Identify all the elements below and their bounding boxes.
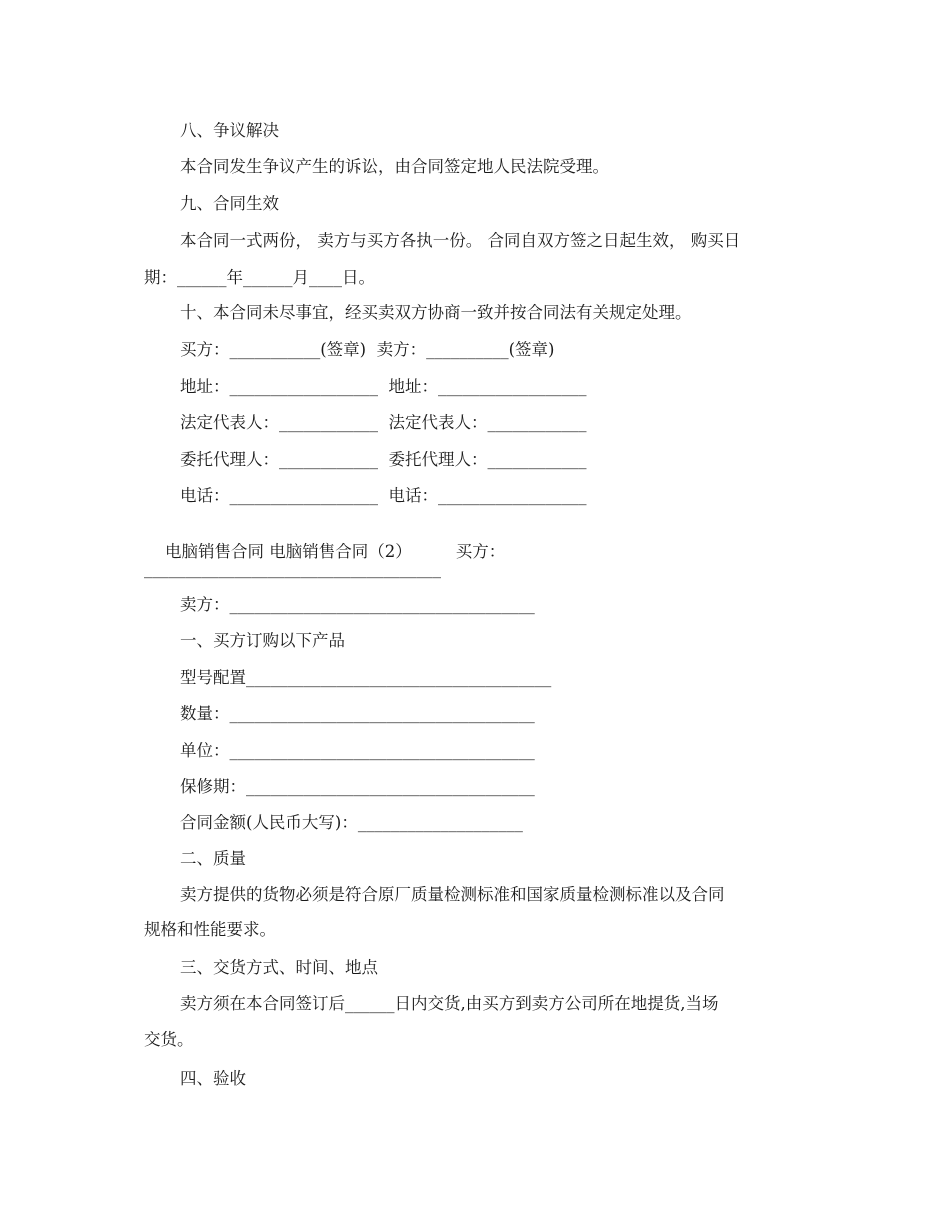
unit-line: 单位：_____________________________________ bbox=[180, 741, 535, 760]
section-8-heading: 八、争议解决 bbox=[180, 121, 279, 140]
buyer-blank: ____________________________________ bbox=[144, 559, 441, 578]
agent-line: 委托代理人：____________ 委托代理人：____________ bbox=[180, 450, 587, 469]
section-4-heading: 四、验收 bbox=[180, 1069, 246, 1088]
section-1-heading: 一、买方订购以下产品 bbox=[180, 631, 345, 650]
section-2-text: 卖方提供的货物必须是符合原厂质量检测标准和国家质量检测标准以及合同 bbox=[180, 885, 725, 904]
section-3-heading: 三、交货方式、时间、地点 bbox=[180, 958, 378, 977]
section-2-text-cont: 规格和性能要求。 bbox=[144, 920, 276, 939]
contract-amount-line: 合同金额(人民币大写)：____________________ bbox=[180, 813, 523, 832]
model-config-line: 型号配置_____________________________________ bbox=[180, 668, 552, 687]
phone-line: 电话：__________________ 电话：__________________ bbox=[180, 486, 587, 505]
address-line: 地址：__________________ 地址：__________________ bbox=[180, 377, 587, 396]
seller-line: 卖方：_____________________________________ bbox=[180, 595, 535, 614]
section-3-text: 卖方须在本合同签订后______日内交货,由买方到卖方公司所在地提货,当场 bbox=[180, 994, 719, 1013]
signature-line: 买方：___________(签章) 卖方：__________(签章) bbox=[180, 340, 555, 359]
contract-title: 电脑销售合同 电脑销售合同（2） bbox=[164, 542, 412, 561]
legal-representative-line: 法定代表人：____________ 法定代表人：____________ bbox=[180, 413, 587, 432]
section-9-heading: 九、合同生效 bbox=[180, 194, 279, 213]
section-10-text: 十、本合同未尽事宜，经买卖双方协商一致并按合同法有关规定处理。 bbox=[180, 303, 692, 322]
section-2-heading: 二、质量 bbox=[180, 849, 246, 868]
section-3-text-cont: 交货。 bbox=[144, 1030, 194, 1049]
warranty-line: 保修期：___________________________________ bbox=[180, 777, 535, 796]
purchase-date-line: 期：______年______月____日。 bbox=[144, 268, 375, 287]
section-9-text: 本合同一式两份， 卖方与买方各执一份。 合同自双方签之日起生效， 购买日 bbox=[180, 231, 741, 250]
section-8-text: 本合同发生争议产生的诉讼，由合同签定地人民法院受理。 bbox=[180, 157, 609, 176]
buyer-label: 买方： bbox=[455, 542, 506, 561]
quantity-line: 数量：_____________________________________ bbox=[180, 704, 535, 723]
